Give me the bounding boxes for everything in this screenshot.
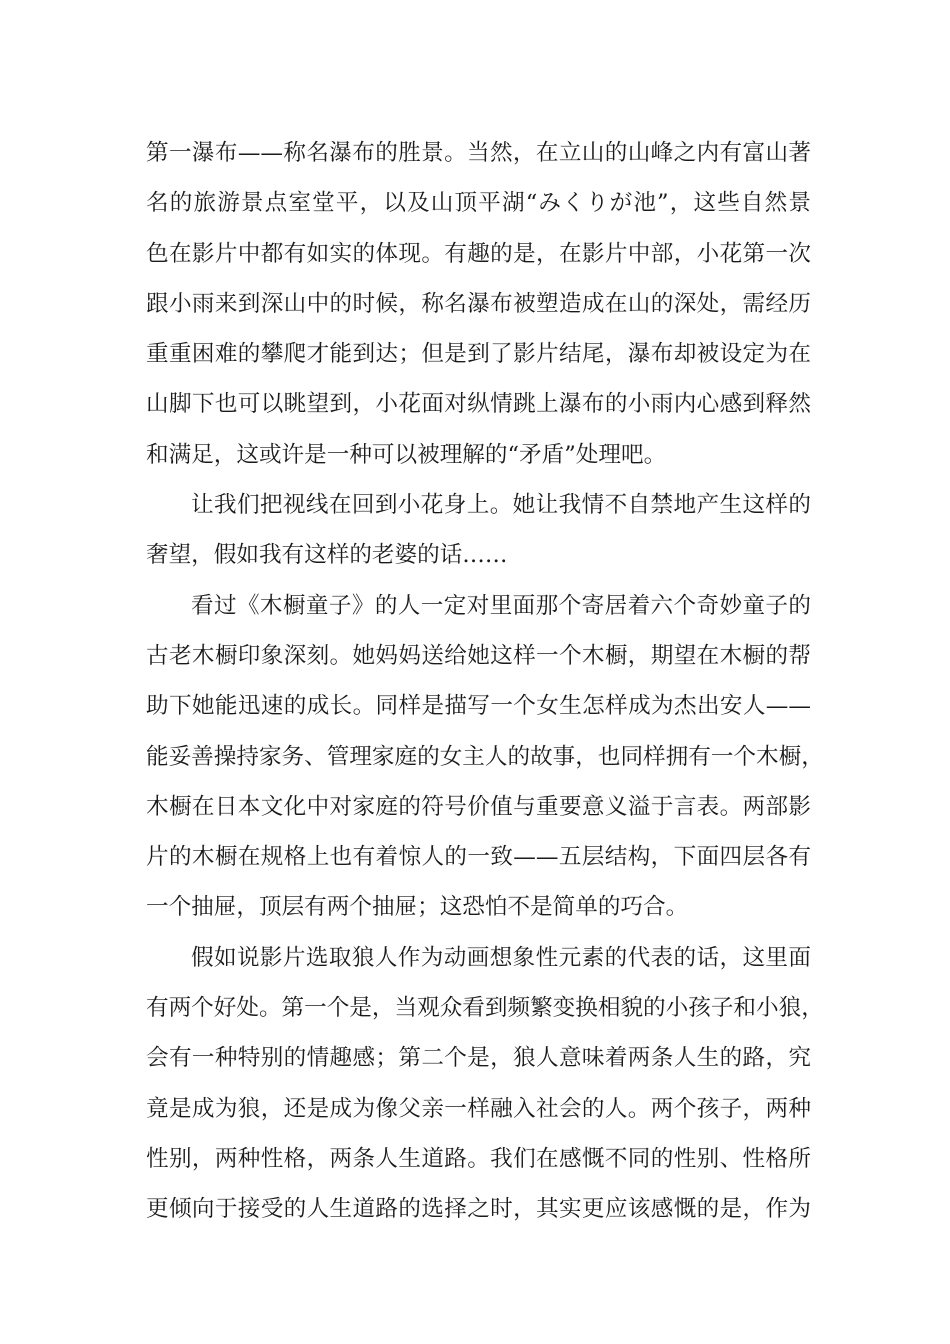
text-line: 重重困难的攀爬才能到达；但是到了影片结尾，瀑布却被设定为在 — [146, 341, 811, 368]
text-line: 色在影片中都有如实的体现。有趣的是，在影片中部，小花第一次 — [146, 240, 811, 267]
text-line: 假如说影片选取狼人作为动画想象性元素的代表的话，这里面 — [191, 944, 811, 971]
text-line: 古老木橱印象深刻。她妈妈送给她这样一个木橱，期望在木橱的帮 — [146, 642, 811, 669]
body-text — [146, 128, 824, 1235]
text-line: 会有一种特别的情趣感；第二个是，狼人意味着两条人生的路，究 — [146, 1045, 811, 1072]
text-line: 奢望，假如我有这样的老婆的话…… — [146, 542, 508, 569]
text-line: 竟是成为狼，还是成为像父亲一样融入社会的人。两个孩子，两种 — [146, 1095, 811, 1122]
text-line: 能妥善操持家务、管理家庭的女主人的故事，也同样拥有一个木橱， — [146, 743, 824, 770]
text-line: 木橱在日本文化中对家庭的符号价值与重要意义溢于言表。两部影 — [146, 793, 811, 820]
text-line: 片的木橱在规格上也有着惊人的一致——五层结构，下面四层各有 — [146, 844, 811, 871]
text-line: 和满足，这或许是一种可以被理解的“矛盾”处理吧。 — [146, 441, 667, 468]
text-line: 名的旅游景点室堂平，以及山顶平湖“みくりが池”，这些自然景 — [146, 190, 811, 217]
text-line: 山脚下也可以眺望到，小花面对纵情跳上瀑布的小雨内心感到释然 — [146, 391, 811, 418]
text-line: 更倾向于接受的人生道路的选择之时，其实更应该感慨的是，作为 — [146, 1196, 811, 1223]
text-line: 第一瀑布——称名瀑布的胜景。当然，在立山的山峰之内有富山著 — [146, 140, 811, 166]
text-line: 一个抽屉，顶层有两个抽屉；这恐怕不是简单的巧合。 — [146, 894, 689, 921]
text-line: 助下她能迅速的成长。同样是描写一个女生怎样成为杰出安人—— — [146, 693, 811, 720]
text-line: 看过《木橱童子》的人一定对里面那个寄居着六个奇妙童子的 — [191, 592, 811, 619]
text-line: 有两个好处。第一个是，当观众看到频繁变换相貌的小孩子和小狼， — [146, 995, 824, 1022]
text-line: 让我们把视线在回到小花身上。她让我情不自禁地产生这样的 — [191, 492, 811, 519]
text-line: 跟小雨来到深山中的时候，称名瀑布被塑造成在山的深处，需经历 — [146, 290, 811, 317]
text-line: 性别，两种性格，两条人生道路。我们在感慨不同的性别、性格所 — [146, 1145, 811, 1172]
